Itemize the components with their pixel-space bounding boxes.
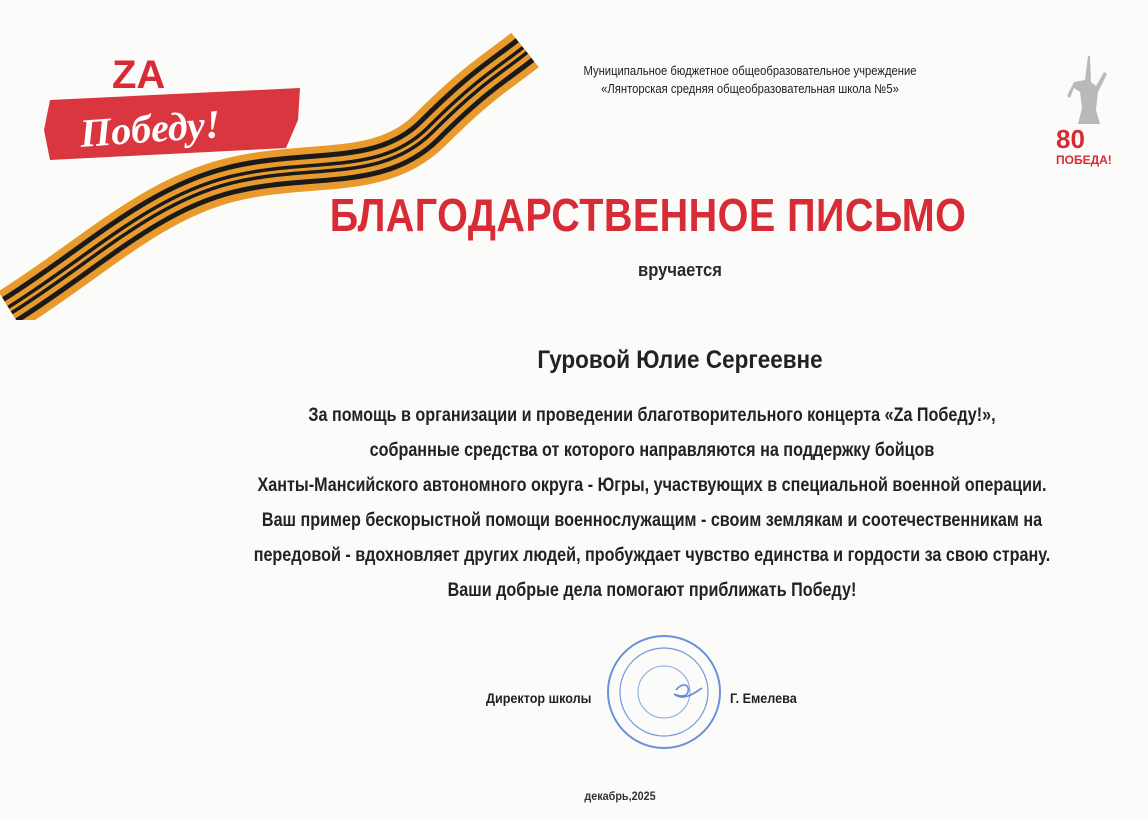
school-header xyxy=(498,62,1002,98)
recipient-name: Гуровой Юлие Сергеевне xyxy=(537,346,823,374)
victory-80-emblem xyxy=(1052,52,1120,170)
certificate-subtitle: вручается xyxy=(638,260,722,280)
body-line: За помощь в организации и проведении благотворительного концерта «Zа Победу!», xyxy=(308,405,996,426)
body-line: Ваш пример бескорыстной помощи военнослужащим - своим землякам и соотечественникам на xyxy=(261,510,1043,531)
za-text: ZA xyxy=(112,53,166,97)
signature-role: Директор школы xyxy=(486,690,592,706)
school-header-line1: Муниципальное бюджетное общеобразовательное учреждение xyxy=(583,64,917,78)
school-header-line2: «Лянторская средняя общеобразовательная школа №5» xyxy=(601,82,899,96)
body-line: Ваши добрые дела помогают приближать Победу! xyxy=(447,580,857,601)
za-pobedu-ribbon-logo xyxy=(0,30,540,320)
certificate-date: декабрь,2025 xyxy=(584,789,656,803)
certificate-body xyxy=(193,398,1111,608)
body-line: Ханты-Мансийского автономного округа - Югры, участвующих в специальной военной операции. xyxy=(257,475,1047,496)
pobedu-text: Победу! xyxy=(78,101,222,156)
emblem-caption: ПОБЕДА! xyxy=(1056,153,1112,167)
body-line: передовой - вдохновляет других людей, пробуждает чувство единства и гордости за свою страну. xyxy=(253,545,1051,566)
emblem-number: 80 xyxy=(1056,124,1085,154)
body-line: собранные средства от которого направляются на поддержку бойцов xyxy=(369,440,935,461)
signature-name: Г. Емелева xyxy=(730,690,797,706)
certificate-title: БЛАГОДАРСТВЕННОЕ ПИСЬМО xyxy=(329,189,967,241)
signature-row xyxy=(0,690,1148,714)
